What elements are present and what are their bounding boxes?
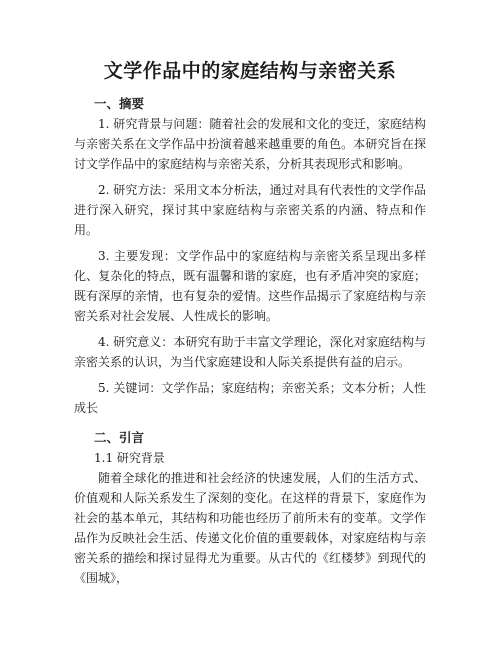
abstract-paragraph-findings: 3. 主要发现：文学作品中的家庭结构与亲密关系呈现出多样化、复杂化的特点，既有温馨和谐的家庭，也有矛盾冲突的家庭；既有深厚的亲情，也有复杂的爱情。这些作品揭示了家庭结构与亲密关系对社会发展、人性成长的影响。 — [74, 249, 426, 323]
intro-subheading: 1.1 研究背景 — [94, 451, 165, 465]
abstract-paragraph-method: 2. 研究方法：采用文本分析法，通过对具有代表性的文学作品进行深入研究，探讨其中家庭结构与亲密关系的内涵、特点和作用。 — [74, 183, 426, 237]
abstract-paragraph-significance: 4. 研究意义：本研究有助于丰富文学理论，深化对家庭结构与亲密关系的认识，为当代家庭建设和人际关系提供有益的启示。 — [74, 335, 426, 369]
document-title: 文学作品中的家庭结构与亲密关系 — [103, 60, 397, 82]
intro-heading: 二、引言 — [94, 430, 145, 445]
abstract-paragraph-keywords: 5. 关键词：文学作品；家庭结构；亲密关系；文本分析；人性成长 — [74, 381, 426, 415]
abstract-heading: 一、摘要 — [94, 96, 145, 111]
abstract-paragraph-background: 1. 研究背景与问题：随着社会的发展和文化的变迁，家庭结构与亲密关系在文学作品中扮演着越来越重要的角色。本研究旨在探讨文学作品中的家庭结构与亲密关系，分析其表现形式和影响。 — [74, 117, 426, 171]
intro-paragraph-background: 随着全球化的推进和社会经济的快速发展，人们的生活方式、价值观和人际关系发生了深刻的变化。在这样的背景下，家庭作为社会的基本单元，其结构和功能也经历了前所未有的变革。文学作品作为反映社会生活、传递文化价值的重要载体，对家庭结构与亲密关系的描绘和探讨显得尤为重要。从古代的《红楼梦》到现代的《围城》， — [74, 471, 426, 585]
